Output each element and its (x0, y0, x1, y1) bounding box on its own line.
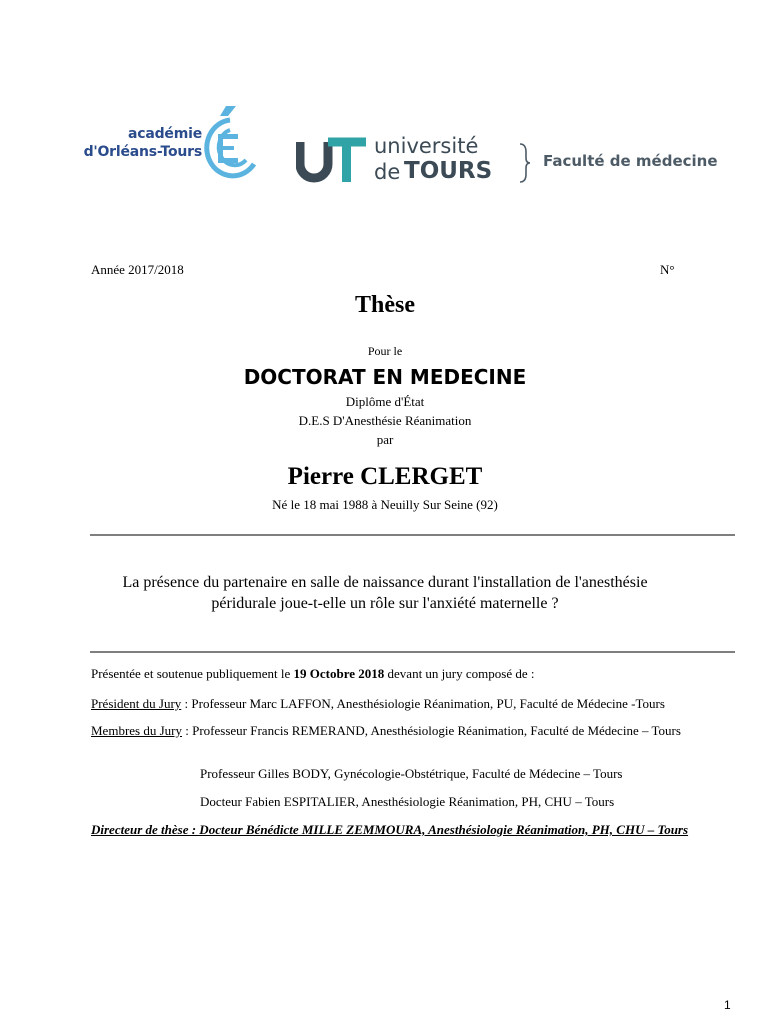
page-number: 1 (724, 998, 731, 1012)
academie-logo-line1: académie (128, 126, 202, 142)
divider-bottom (90, 651, 735, 653)
jury-members-label: Membres du Jury (91, 723, 182, 738)
academie-logo-line2: d'Orléans-Tours (83, 144, 202, 160)
thesis-number-label: N° (660, 262, 675, 277)
jury-member-3: Docteur Fabien ESPITALIER, Anesthésiologie Réanimation, PH, CHU – Tours (200, 794, 615, 809)
universite-logo-de: de (374, 160, 401, 184)
faculte-medecine-label: Faculté de médecine (543, 152, 718, 170)
divider-top (90, 534, 735, 536)
degree-title: DOCTORAT EN MEDECINE (243, 365, 527, 389)
academic-year: Année 2017/2018 (91, 262, 184, 277)
thesis-director: Directeur de thèse : Docteur Bénédicte MILLE ZEMMOURA, Anesthésiologie Réanimation, PH, CHU – Tours (91, 822, 689, 837)
defense-statement-end: devant un jury composé de : (384, 666, 535, 681)
brace-divider-icon (518, 142, 532, 184)
defense-date: 19 Octobre 2018 (293, 666, 385, 681)
specialty-label: D.E.S D'Anesthésie Réanimation (298, 413, 472, 428)
author-birth-info: Né le 18 mai 1988 à Neuilly Sur Seine (92) (272, 497, 498, 512)
diploma-label: Diplôme d'État (345, 394, 425, 409)
jury-president (91, 696, 731, 712)
jury-member-1: : Professeur Francis REMERAND, Anesthésiologie Réanimation, Faculté de Médecine – Tours (182, 723, 681, 738)
thesis-subject (0, 572, 770, 614)
jury-president-value: : Professeur Marc LAFFON, Anesthésiologie Réanimation, PU, Faculté de Médecine -Tours (181, 696, 665, 711)
defense-statement (91, 666, 731, 682)
author-name: Pierre CLERGET (287, 463, 483, 490)
defense-statement-start: Présentée et soutenue publiquement le (91, 666, 294, 681)
universite-logo-line1: université (374, 134, 479, 158)
par-label: par (376, 432, 394, 447)
jury-president-label: Président du Jury (91, 696, 182, 711)
jury-member-2: Professeur Gilles BODY, Gynécologie-Obstétrique, Faculté de Médecine – Tours (200, 766, 623, 781)
universite-ut-emblem-icon (296, 136, 370, 186)
academie-e-emblem-icon (202, 104, 258, 182)
jury-members (91, 723, 731, 739)
pour-le-label: Pour le (367, 344, 403, 358)
thesis-subject-line1: La présence du partenaire en salle de naissance durant l'installation de l'anesthésie (122, 574, 648, 591)
academie-logo (83, 98, 258, 182)
universite-tours-logo (296, 132, 716, 192)
universite-logo-tours: TOURS (404, 158, 493, 184)
document-type-title: Thèse (355, 292, 415, 318)
thesis-subject-line2: péridurale joue-t-elle un rôle sur l'anxiété maternelle ? (211, 595, 559, 612)
